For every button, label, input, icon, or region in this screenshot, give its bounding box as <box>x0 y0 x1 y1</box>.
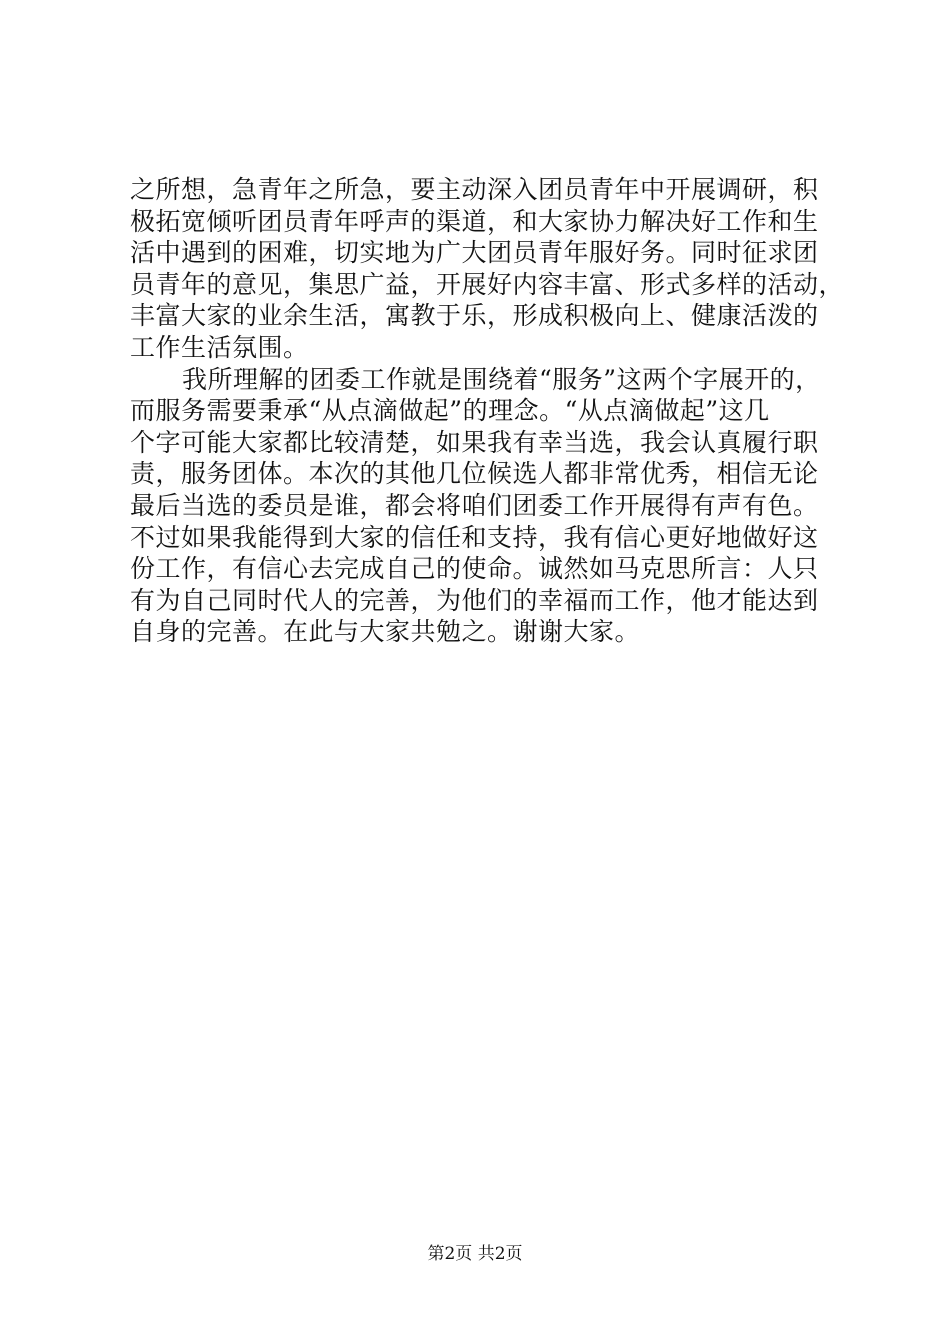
text-line: 有为自己同时代人的完善，为他们的幸福而工作，他才能达到 <box>130 585 819 615</box>
text-line: 自身的完善。在此与大家共勉之。谢谢大家。 <box>130 617 641 647</box>
text-line: 责，服务团体。本次的其他几位候选人都非常优秀，相信无论 <box>130 459 819 489</box>
text-line: 活中遇到的困难，切实地为广大团员青年服好务。同时征求团 <box>130 238 819 268</box>
text-line: 丰富大家的业余生活，寓教于乐，形成积极向上、健康活泼的 <box>130 301 819 331</box>
body-text <box>130 174 845 648</box>
text-line: 而服务需要秉承“从点滴做起”的理念。“从点滴做起”这几 <box>130 396 770 426</box>
text-line: 极拓宽倾听团员青年呼声的渠道，和大家协力解决好工作和生 <box>130 206 819 236</box>
text-line: 员青年的意见，集思广益，开展好内容丰富、形式多样的活动， <box>130 269 845 299</box>
text-line: 工作生活氛围。 <box>130 332 309 362</box>
page-number-footer: 第2页 共2页 <box>427 1244 523 1264</box>
text-line: 之所想，急青年之所急，要主动深入团员青年中开展调研，积 <box>130 175 819 204</box>
text-line: 不过如果我能得到大家的信任和支持，我有信心更好地做好这 <box>130 522 819 552</box>
text-line: 份工作，有信心去完成自己的使命。诚然如马克思所言：人只 <box>130 554 819 584</box>
paragraph-start-line: 我所理解的团委工作就是围绕着“服务”这两个字展开的， <box>182 364 821 394</box>
text-line: 个字可能大家都比较清楚，如果我有幸当选，我会认真履行职 <box>130 427 819 457</box>
text-line: 最后当选的委员是谁，都会将咱们团委工作开展得有声有色。 <box>130 490 819 520</box>
